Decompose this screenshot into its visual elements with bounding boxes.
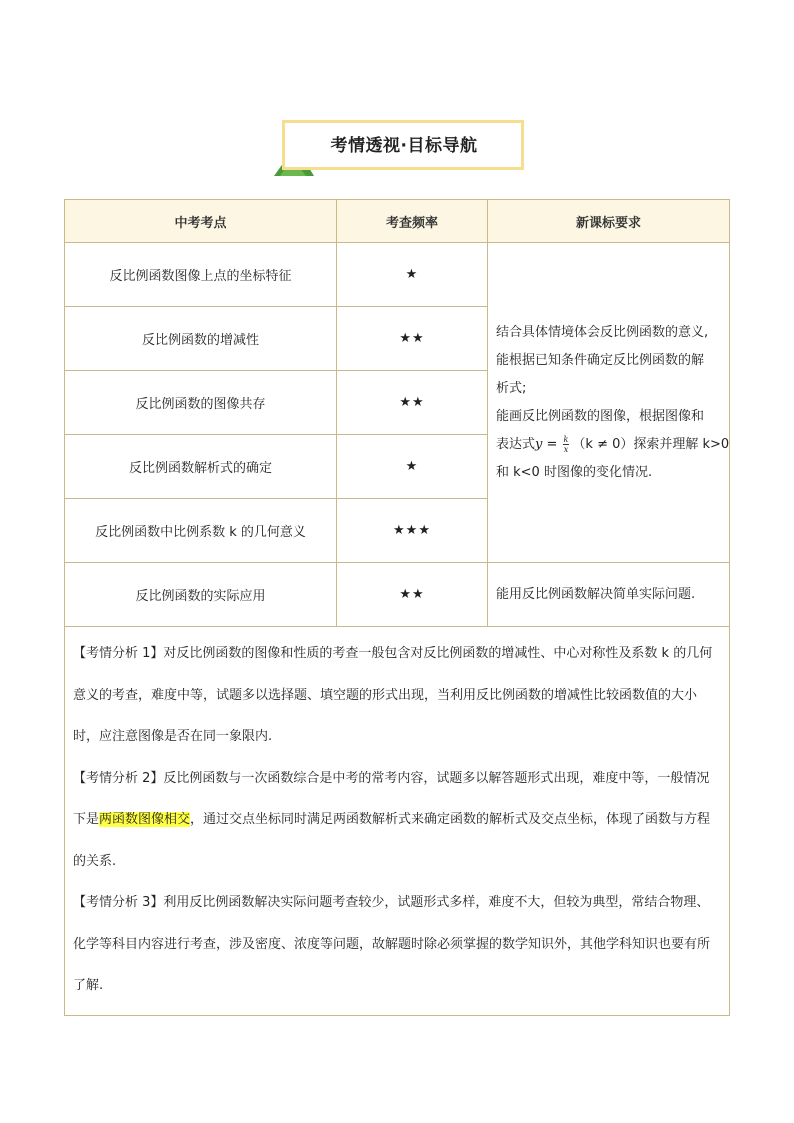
requirement-formula-line	[496, 431, 730, 459]
topic-cell: 反比例函数的增减性	[65, 307, 337, 371]
fraction-numerator: k	[563, 434, 569, 444]
frequency-stars: ★★	[337, 307, 488, 371]
analysis-paragraph-2	[73, 758, 721, 883]
requirement-line: 析式;	[496, 380, 527, 396]
analysis-2-before: 【考情分析 2】反比例函数与一次函数综合是中考的常考内容，试题多以解答题形式出现，难度中等，一般情况下是	[73, 770, 710, 827]
analysis-row	[65, 627, 730, 1016]
header-frequency: 考查频率	[337, 200, 488, 243]
requirement-cell-last: 能用反比例函数解决简单实际问题.	[488, 563, 730, 627]
highlighted-text: 两函数图像相交	[99, 812, 191, 827]
header-requirement: 新课标要求	[488, 200, 730, 243]
analysis-cell	[65, 627, 730, 1016]
formula-condition: （k ≠ 0）	[572, 436, 634, 452]
topic-cell: 反比例函数的图像共存	[65, 371, 337, 435]
formula-suffix: 探索并理解 k>0	[633, 436, 730, 452]
section-banner	[274, 118, 534, 178]
topic-cell: 反比例函数解析式的确定	[65, 435, 337, 499]
frequency-stars: ★★	[337, 563, 488, 627]
requirement-line: 能根据已知条件确定反比例函数的解	[496, 352, 705, 368]
requirement-line: 和 k<0 时图像的变化情况.	[496, 464, 653, 480]
analysis-paragraph-3: 【考情分析 3】利用反比例函数解决实际问题考查较少，试题形式多样，难度不大，但较为典型，常结合物理、化学等科目内容进行考查，涉及密度、浓度等问题，故解题时除必须掌握的数学知识外，其他学科知识也要有所了解.	[73, 895, 711, 993]
table-row	[65, 243, 730, 307]
requirement-line: 能画反比例函数的图像，根据图像和	[496, 408, 705, 424]
frequency-stars: ★★	[337, 371, 488, 435]
table-row	[65, 563, 730, 627]
requirement-cell	[488, 243, 730, 563]
formula-fraction	[563, 435, 570, 454]
topic-cell: 反比例函数的实际应用	[65, 563, 337, 627]
header-topic: 中考考点	[65, 200, 337, 243]
requirement-line: 结合具体情境体会反比例函数的意义,	[496, 324, 709, 340]
frequency-stars: ★★★	[337, 499, 488, 563]
frequency-stars: ★	[337, 243, 488, 307]
analysis-paragraph-1: 【考情分析 1】对反比例函数的图像和性质的考查一般包含对反比例函数的增减性、中心对称性及系数 k 的几何意义的考查，难度中等，试题多以选择题、填空题的形式出现，当利用反比例函数的增减性比较函数值的大小时，应注意图像是否在同一象限内.	[73, 646, 713, 744]
topic-cell: 反比例函数图像上点的坐标特征	[65, 243, 337, 307]
formula-y: y	[535, 436, 543, 452]
analysis-2-after: ，通过交点坐标同时满足两函数解析式来确定函数的解析式及交点坐标，体现了函数与方程的关系.	[73, 812, 711, 869]
fraction-denominator: x	[563, 444, 569, 454]
topic-cell: 反比例函数中比例系数 k 的几何意义	[65, 499, 337, 563]
formula-prefix: 表达式	[496, 436, 536, 452]
exam-points-table	[64, 199, 730, 1016]
banner-title: 考情透视·目标导航	[330, 136, 478, 156]
frequency-stars: ★	[337, 435, 488, 499]
formula-equals: =	[542, 436, 562, 452]
table-header-row	[65, 200, 730, 243]
